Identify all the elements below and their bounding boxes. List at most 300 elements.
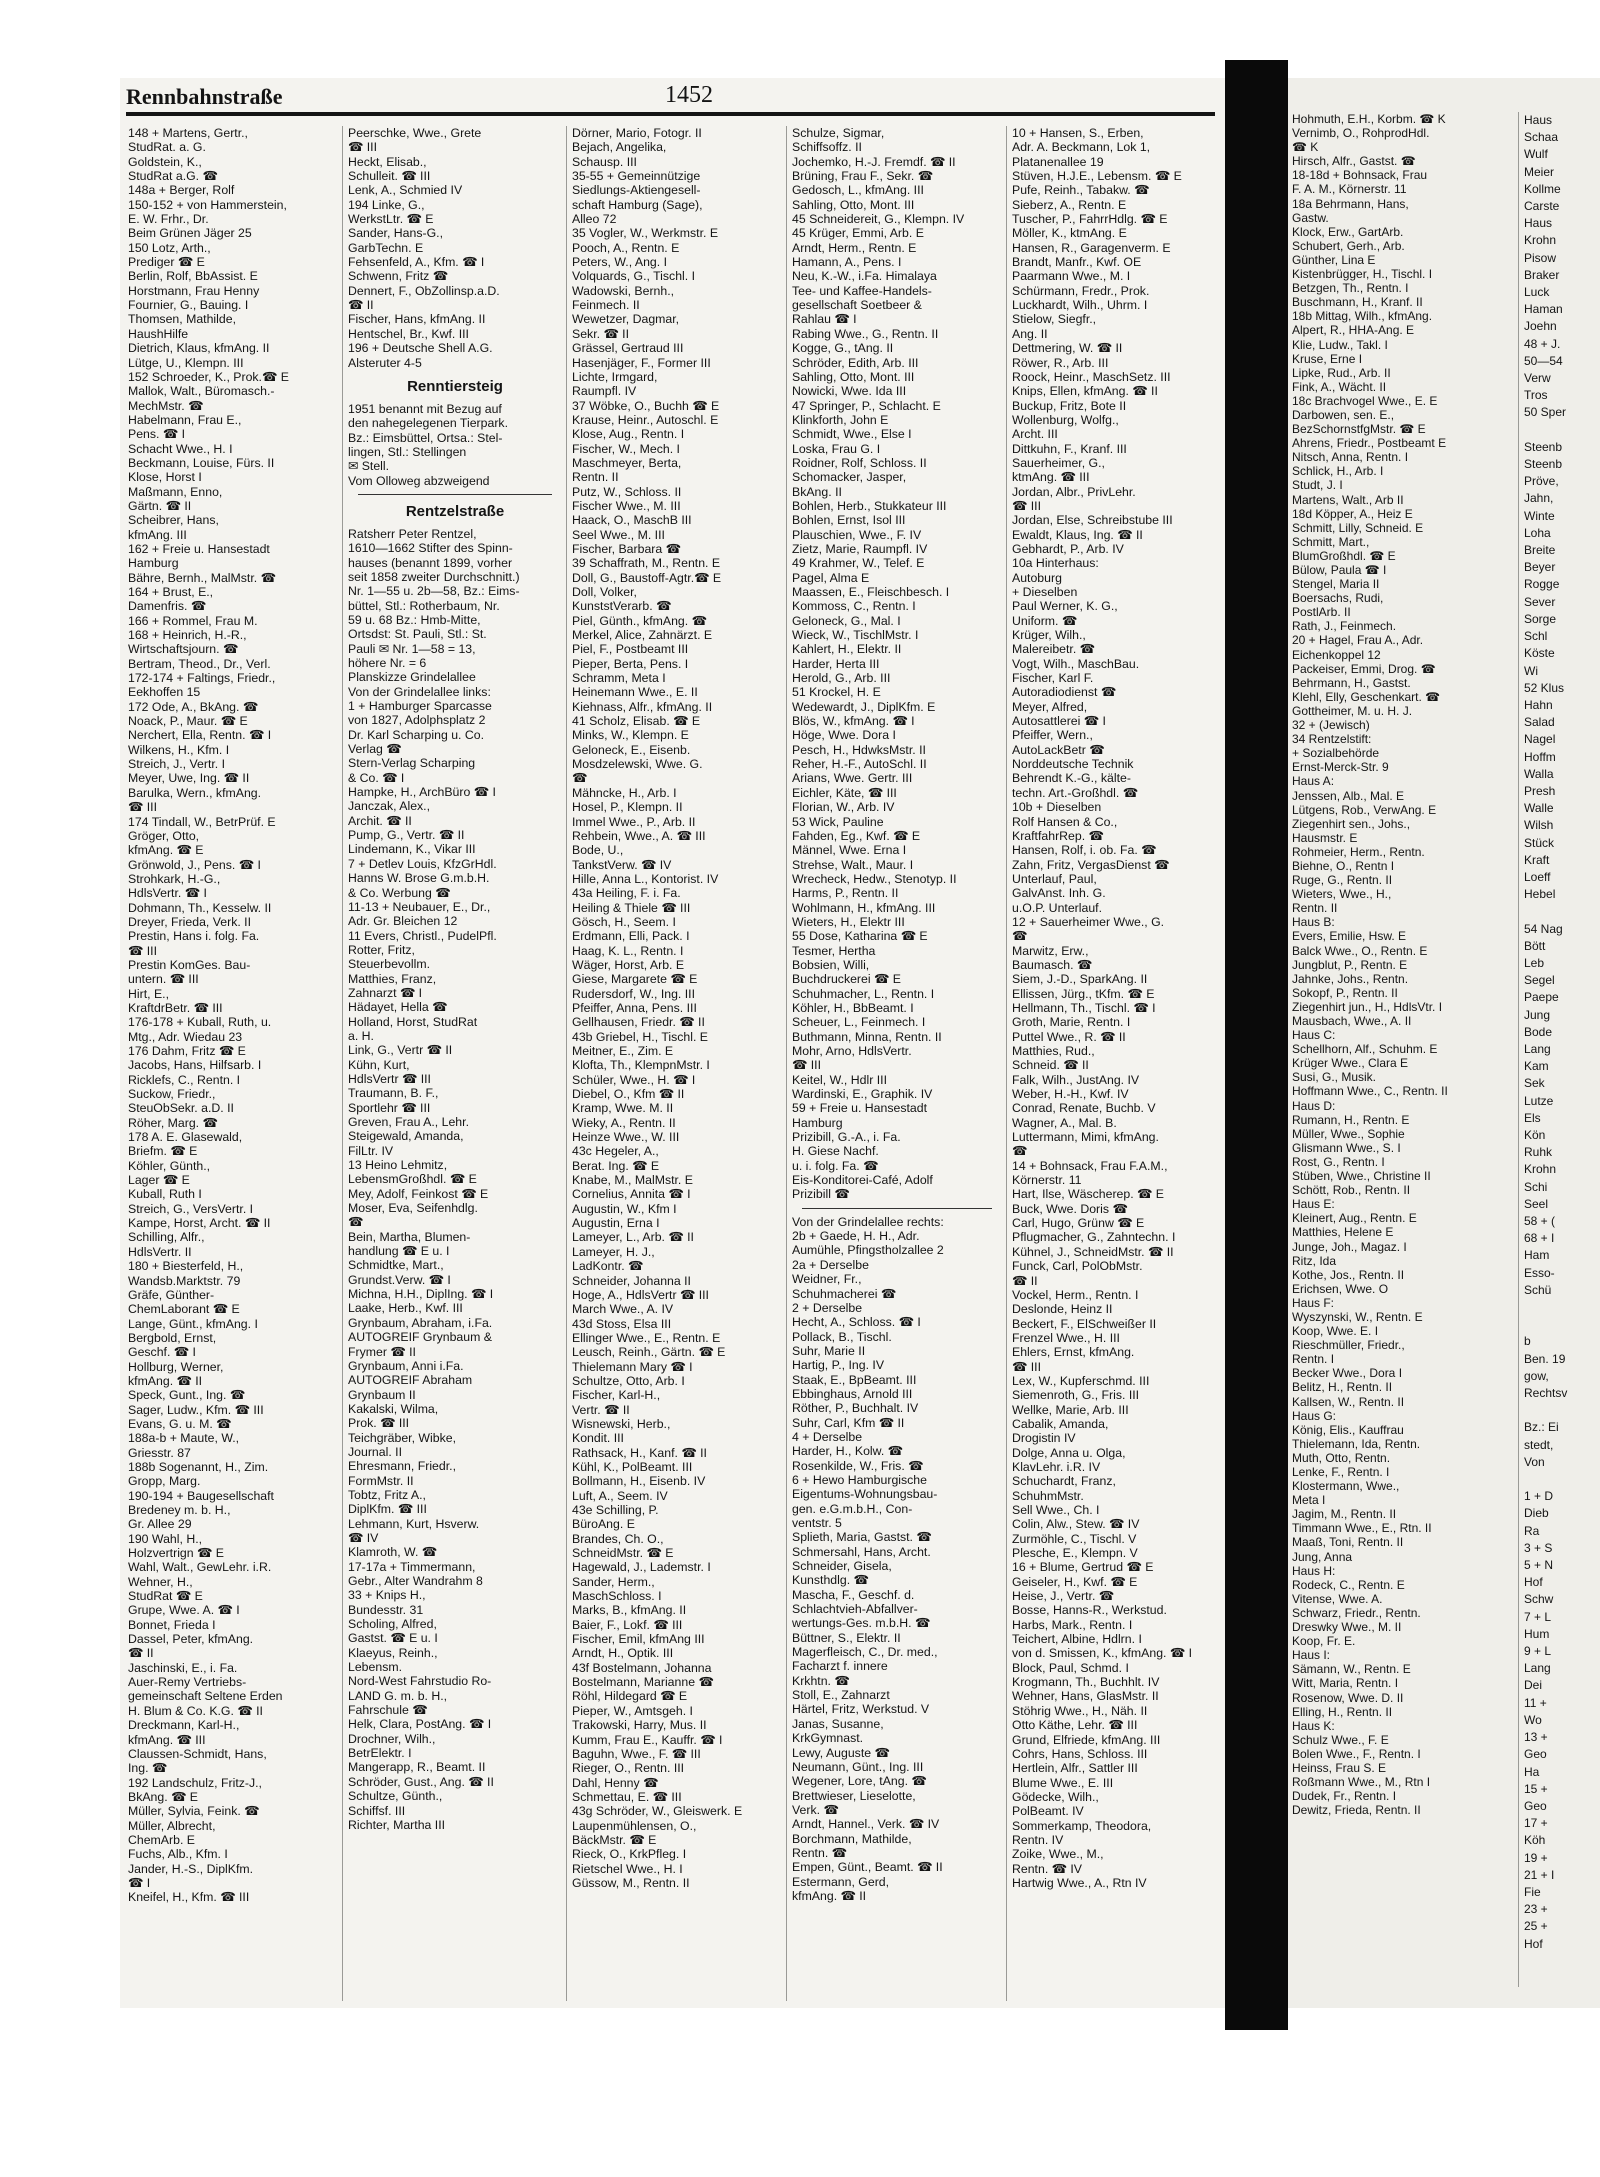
directory-entry: Alsteruter 4-5	[348, 355, 422, 370]
directory-entry: Haus I:	[1292, 1648, 1331, 1663]
directory-entry: Luckhardt, Wilh., Uhrm. I	[1012, 298, 1148, 313]
directory-entry: Pauli ✉ Nr. 1—58 = 13,	[348, 641, 476, 656]
directory-entry: Beim Grünen Jäger 25	[128, 226, 252, 241]
directory-entry: Ratsherr Peter Rentzel,	[348, 526, 477, 541]
directory-entry: Siemenroth, G., Fris. III	[1012, 1388, 1140, 1403]
directory-entry: Susi, G., Musik.	[1292, 1070, 1377, 1085]
directory-entry: Hahn	[1524, 697, 1553, 712]
directory-entry: Rentn. II	[572, 470, 619, 485]
directory-entry: Kam	[1524, 1059, 1549, 1074]
directory-entry: Maaß, Toni, Rentn. II	[1292, 1535, 1404, 1550]
directory-entry: Gellhausen, Friedr. ☎ II	[572, 1015, 705, 1030]
directory-entry: 192 Landschulz, Fritz-J.,	[128, 1775, 262, 1790]
directory-entry: Esso-	[1524, 1265, 1555, 1280]
directory-entry: Kakalski, Wilma,	[348, 1401, 439, 1416]
directory-entry: Schiffsf. III	[348, 1803, 406, 1818]
directory-entry: Janas, Susanne,	[792, 1716, 884, 1731]
directory-entry: Jagim, M., Rentn. II	[1292, 1507, 1397, 1522]
directory-entry: 7 + L	[1524, 1609, 1552, 1624]
directory-entry: Walla	[1524, 766, 1554, 781]
directory-entry: Steigewald, Amanda,	[348, 1129, 464, 1144]
directory-entry: Winte	[1524, 508, 1555, 523]
directory-entry: Hum	[1524, 1626, 1550, 1641]
directory-entry: Buckup, Fritz, Bote II	[1012, 398, 1127, 413]
directory-entry: Evers, Emilie, Hsw. E	[1292, 929, 1407, 944]
directory-entry: 150 Lotz, Arth.,	[128, 240, 211, 255]
directory-entry: Dreckmann, Karl-H.,	[128, 1718, 240, 1733]
directory-entry: Klamroth, W. ☎	[348, 1545, 438, 1560]
directory-entry: Kallsen, W., Rentn. II	[1292, 1394, 1405, 1409]
directory-entry: 16 + Blume, Gertrud ☎ E	[1012, 1560, 1154, 1575]
directory-entry: Hädayet, Hella ☎	[348, 1000, 448, 1015]
directory-entry: Klostermann, Wwe.,	[1292, 1479, 1400, 1494]
directory-entry: Grynbaum, Anni i.Fa.	[348, 1358, 464, 1373]
directory-entry: Matthies, Franz,	[348, 971, 437, 986]
directory-entry: Wo	[1524, 1712, 1542, 1727]
directory-entry: Wahl, Walt., GewLehr. i.R.	[128, 1560, 272, 1575]
directory-entry: SteuObSekr. a.D. II	[128, 1101, 234, 1116]
directory-entry: BezSchornstfgMstr. ☎ E	[1292, 422, 1426, 437]
directory-entry: Drochner, Wilh.,	[348, 1731, 436, 1746]
directory-entry: Sportlehr ☎ III	[348, 1100, 431, 1115]
directory-entry: Haus A:	[1292, 774, 1335, 789]
directory-entry: PostlArb. II	[1292, 605, 1351, 620]
directory-entry: Braker	[1524, 267, 1560, 282]
directory-entry: Baier, F., Lokf. ☎ III	[572, 1617, 683, 1632]
directory-entry: Platanenallee 19	[1012, 154, 1104, 169]
directory-entry: Kahlert, H., Elektr. II	[792, 642, 902, 657]
directory-entry: Wieters, H., Elektr III	[792, 914, 905, 929]
directory-entry: WerkstLtr. ☎ E	[348, 212, 434, 227]
directory-entry: Wieck, W., TischlMstr. I	[792, 628, 919, 643]
directory-entry: Gösch, H., Seem. I	[572, 914, 676, 929]
directory-entry: Beckmann, Louise, Fürs. II	[128, 455, 275, 470]
directory-entry: Alleo 72	[572, 212, 617, 227]
directory-entry: Ben. 19	[1524, 1351, 1566, 1366]
directory-entry: Haack, O., MaschB III	[572, 513, 692, 528]
directory-entry: 45 Schneidereit, G., Klempn. IV	[792, 212, 965, 227]
directory-entry: Vom Olloweg abzweigend	[348, 473, 490, 488]
directory-entry: Sauerheimer, G.,	[1012, 455, 1105, 470]
directory-entry: Strehse, Walt., Maur. I	[792, 857, 914, 872]
directory-entry: Schwarz, Friedr., Rentn.	[1292, 1605, 1421, 1620]
directory-entry: Belitz, H., Rentn. II	[1292, 1380, 1393, 1395]
directory-entry: Norddeutsche Technik	[1012, 757, 1134, 772]
directory-entry: Wi	[1524, 663, 1538, 678]
directory-entry: 47 Springer, P., Schlacht. E	[792, 398, 941, 413]
directory-entry: Ziegenhirt sen., Johs.,	[1292, 816, 1411, 831]
directory-entry: 41 Scholz, Elisab. ☎ E	[572, 714, 701, 729]
directory-entry: 176 Dahm, Fritz ☎ E	[128, 1044, 246, 1058]
directory-entry: 17 +	[1524, 1816, 1548, 1831]
directory-entry: Kogge, G., tAng. II	[792, 341, 894, 356]
directory-entry: Brettwieser, Lieselotte,	[792, 1788, 916, 1803]
street-header: Rennbahnstraße	[126, 84, 283, 109]
directory-entry: kfmAng. III	[128, 527, 187, 542]
directory-entry: Ewaldt, Klaus, Ing. ☎ II	[1012, 527, 1143, 542]
directory-entry: Habelmann, Frau E.,	[128, 412, 242, 427]
directory-entry: ☎	[348, 1215, 364, 1230]
directory-entry: Otto Käthe, Lehr. ☎ III	[1012, 1718, 1138, 1733]
directory-entry: Hohmuth, E.H., Korbm. ☎ K	[1292, 112, 1446, 126]
directory-entry: 52 Klus	[1524, 680, 1565, 695]
directory-entry: Schilling, Alfr.,	[128, 1230, 205, 1245]
section-rule	[802, 1208, 992, 1209]
directory-entry: Funck, Carl, PolObMstr.	[1012, 1259, 1143, 1274]
directory-entry: HdlsVertr. ☎ I	[128, 886, 207, 901]
directory-entry: MaschSchloss. I	[572, 1589, 662, 1604]
directory-entry: Pagel, Alma E	[792, 570, 870, 585]
directory-entry: Sieberz, A., Rentn. E	[1012, 197, 1127, 212]
directory-entry: Fournier, G., Bauing. I	[128, 298, 249, 313]
directory-entry: Ricklefs, C., Rentn. I	[128, 1072, 241, 1087]
directory-entry: FilLtr. IV	[348, 1143, 394, 1158]
directory-entry: Loska, Frau G. I	[792, 441, 881, 456]
directory-entry: Elling, H., Rentn. II	[1292, 1704, 1393, 1719]
directory-entry: GarbTechn. E	[348, 240, 424, 255]
directory-entry: b	[1524, 1334, 1531, 1349]
directory-entry: Frymer ☎ II	[348, 1344, 416, 1359]
directory-entry: Pufe, Reinh., Tabakw. ☎	[1012, 183, 1150, 198]
directory-entry: Bosse, Hanns-R., Werkstud.	[1012, 1603, 1167, 1618]
directory-entry: 43c Hegeler, A.,	[572, 1144, 659, 1159]
directory-entry: 150-152 + von Hammerstein,	[128, 197, 287, 212]
directory-entry: Müller, Albrecht,	[128, 1818, 216, 1833]
directory-entry: Streich, G., VersVertr. I	[128, 1201, 254, 1216]
directory-entry: Rodeck, C., Rentn. E	[1292, 1577, 1405, 1592]
directory-entry: ☎ IV	[348, 1530, 379, 1545]
directory-entry: Tobtz, Fritz A.,	[348, 1487, 426, 1502]
directory-entry: gemeinschaft Seltene Erden	[128, 1689, 283, 1704]
directory-entry: Müller, Wwe., Sophie	[1292, 1126, 1405, 1141]
directory-entry: 1610—1662 Stifter des Spinn-	[348, 541, 513, 556]
directory-entry: Köhler, Günth.,	[128, 1158, 211, 1173]
directory-entry: + Dieselben	[1012, 585, 1078, 599]
directory-entry: Trakowski, Harry, Mus. II	[572, 1718, 707, 1733]
directory-entry: Wilsh	[1524, 818, 1554, 833]
next-page-clipped-column	[1524, 112, 1600, 1953]
directory-entry: Hasenjäger, F., Former III	[572, 355, 711, 370]
directory-entry: Fahrschule ☎	[348, 1703, 428, 1718]
directory-entry: stedt,	[1524, 1437, 1554, 1452]
directory-entry: Vogt, Wilh., MaschBau.	[1012, 656, 1140, 671]
directory-entry: Röther, P., Buchhalt. IV	[792, 1401, 919, 1416]
directory-entry: Roidner, Rolf, Schloss. II	[792, 455, 927, 470]
directory-entry: ☎ I	[128, 1875, 151, 1890]
directory-entry: Diebel, O., Kfm ☎ II	[572, 1087, 685, 1102]
directory-entry: Hagewald, J., Lademstr. I	[572, 1560, 711, 1575]
directory-entry: Rolf Hansen & Co.,	[1012, 814, 1118, 829]
directory-entry: Schellhorn, Alf., Schuhm. E	[1292, 1042, 1438, 1057]
directory-column-2	[348, 126, 562, 1832]
directory-entry: Koop, Fr. E.	[1292, 1634, 1356, 1649]
directory-entry: LAND G. m. b. H.,	[348, 1688, 448, 1703]
directory-entry: Jung	[1524, 1007, 1551, 1022]
directory-entry: Bonnet, Frieda I	[128, 1617, 216, 1632]
directory-entry: Hof	[1524, 1575, 1543, 1590]
directory-entry: Hamann, A., Pens. I	[792, 255, 902, 270]
directory-entry: Haus F:	[1292, 1295, 1335, 1310]
directory-entry: Buchdruckerei ☎ E	[792, 972, 901, 987]
directory-entry: Dohmann, Th., Kesselw. II	[128, 900, 272, 915]
directory-entry	[1524, 1316, 1600, 1333]
directory-entry: Adr. Gr. Bleichen 12	[348, 914, 458, 929]
directory-entry: Schuhmacher, L., Rentn. I	[792, 986, 935, 1001]
directory-entry: Gedosch, L., kfmAng. III	[792, 183, 924, 198]
directory-entry: Gropp, Marg.	[128, 1474, 201, 1489]
directory-entry: Hille, Anna L., Kontorist. IV	[572, 871, 719, 886]
directory-entry: 55 Dose, Katharina ☎ E	[792, 929, 928, 944]
directory-entry: den nahegelegenen Tierpark.	[348, 416, 508, 431]
directory-entry: Doll, Volker,	[572, 585, 637, 599]
directory-entry: Meyer, Alfred,	[1012, 699, 1088, 714]
directory-entry: Wulf	[1524, 147, 1548, 162]
directory-entry: Hoffmann Wwe., C., Rentn. II	[1292, 1084, 1448, 1099]
directory-entry: Möller, K., ktmAng. E	[1012, 226, 1127, 241]
directory-entry: Fischer, Karl-H.,	[572, 1388, 661, 1403]
directory-entry: Hoffm	[1524, 749, 1556, 764]
directory-entry: Breite	[1524, 543, 1556, 558]
directory-entry: 188a-b + Maute, W.,	[128, 1431, 240, 1446]
next-page-column	[1292, 112, 1514, 1817]
directory-entry: Gödecke, Wilh.,	[1012, 1789, 1099, 1804]
directory-entry: Buthmann, Minna, Rentn. II	[792, 1029, 942, 1044]
directory-entry: Holland, Horst, StudRat	[348, 1014, 478, 1029]
directory-entry: 15 +	[1524, 1781, 1548, 1796]
directory-entry: AUTOGREIF Grynbaum &	[348, 1330, 492, 1345]
directory-entry: Pieper, Berta, Pens. I	[572, 656, 689, 671]
directory-entry: ☎ III	[128, 800, 157, 815]
directory-entry: Hellmann, Th., Tischl. ☎ I	[1012, 1000, 1156, 1015]
directory-entry: Nr. 1—55 u. 2b—58, Bz.: Eims-	[348, 584, 520, 599]
directory-entry: Jacobs, Hans, Hilfsarb. I	[128, 1058, 262, 1073]
directory-entry: Augustin, W., Kfm I	[572, 1201, 677, 1216]
directory-entry: Schmidt, Wwe., Else I	[792, 427, 912, 442]
directory-entry: 10a Hinterhaus:	[1012, 556, 1099, 571]
directory-entry: 196 + Deutsche Shell A.G.	[348, 341, 493, 356]
directory-entry: Müller, Sylvia, Feink. ☎	[128, 1804, 260, 1819]
directory-entry: Fischer, Barbara ☎	[572, 541, 681, 556]
directory-entry: 18-18d + Bohnsack, Frau	[1292, 168, 1428, 183]
directory-entry: Fahden, Eg., Kwf. ☎ E	[792, 828, 921, 843]
directory-entry: Rentn. I	[1292, 1352, 1335, 1367]
directory-entry: Dörner, Mario, Fotogr. II	[572, 126, 702, 140]
directory-entry: Berlin, Rolf, BbAssist. E	[128, 269, 258, 284]
directory-entry: Ellinger Wwe., E., Rentn. E	[572, 1330, 721, 1345]
directory-entry: Maßmann, Enno,	[128, 484, 223, 499]
directory-entry: Grupe, Wwe. A. ☎ I	[128, 1603, 240, 1618]
directory-entry: Erichsen, Wwe. O	[1292, 1281, 1389, 1296]
directory-entry: Neumann, Günt., Ing. III	[792, 1759, 924, 1774]
directory-entry: KunststVerarb. ☎	[572, 599, 672, 614]
directory-entry: Kuball, Ruth I	[128, 1187, 202, 1202]
directory-entry: FormMstr. II	[348, 1473, 414, 1488]
directory-entry: Auer-Remy Vertriebs-	[128, 1675, 247, 1690]
directory-entry: Wegener, Lore, tAng. ☎	[792, 1774, 927, 1789]
directory-entry: Nerchert, Ella, Rentn. ☎ I	[128, 728, 272, 743]
directory-column-5	[1012, 126, 1220, 1890]
column-divider	[786, 126, 787, 2001]
directory-entry: HdlsVertr. II	[128, 1244, 192, 1259]
directory-entry: Krüger, Wilh.,	[1012, 628, 1086, 643]
directory-entry: kfmAng. ☎ III	[128, 1732, 206, 1747]
directory-entry: Wandsb.Marktstr. 79	[128, 1273, 241, 1288]
directory-entry: Luft, A., Seem. IV	[572, 1488, 668, 1503]
directory-entry: Wohlmann, H., kfmAng. III	[792, 900, 936, 915]
directory-entry: Berat. Ing. ☎ E	[572, 1158, 660, 1173]
directory-entry: Archt. III	[1012, 427, 1058, 442]
directory-entry: Mascha, F., Geschf. d.	[792, 1587, 915, 1602]
directory-entry: Colin, Alw., Stew. ☎ IV	[1012, 1517, 1140, 1532]
directory-entry: Baumasch. ☎	[1012, 957, 1093, 972]
directory-entry: Lange, Günt., kfmAng. I	[128, 1316, 258, 1331]
directory-entry: BetrElektr. I	[348, 1746, 412, 1761]
directory-entry: ✉ Stell.	[348, 459, 390, 474]
directory-entry: Lameyer, H. J.,	[572, 1244, 655, 1259]
directory-entry: Maschmeyer, Berta,	[572, 455, 682, 470]
directory-entry: Schubert, Gerh., Arb.	[1292, 238, 1405, 253]
directory-entry: Claussen-Schmidt, Hans,	[128, 1746, 267, 1761]
directory-entry: Pollack, B., Tischl.	[792, 1329, 892, 1344]
directory-entry: KraftdrBetr. ☎ III	[128, 1000, 223, 1015]
directory-entry: Günther, Lina E	[1292, 252, 1376, 267]
directory-entry: Schmettau, E. ☎ III	[572, 1789, 682, 1804]
directory-entry: Lütgens, Rob., VerwAng. E	[1292, 802, 1437, 817]
directory-entry: Seel Wwe., M. III	[572, 527, 665, 542]
directory-entry: Frenzel Wwe., H. III	[1012, 1330, 1120, 1345]
directory-entry: Teichgräber, Wibke,	[348, 1430, 456, 1445]
directory-entry: Pisow	[1524, 250, 1557, 265]
directory-entry: Autoradiodienst ☎	[1012, 685, 1117, 700]
directory-entry: Lehmann, Kurt, Hsverw.	[348, 1516, 480, 1531]
directory-entry: Männel, Wwe. Erna I	[792, 843, 907, 858]
directory-entry: Lex, W., Kupferschmd. III	[1012, 1373, 1150, 1388]
directory-entry: Bollmann, H., Eisenb. IV	[572, 1474, 706, 1489]
directory-entry: Wewetzer, Dagmar,	[572, 312, 680, 327]
directory-entry: 32 + (Jewisch)	[1292, 718, 1370, 733]
directory-entry: Heckt, Elisab.,	[348, 154, 427, 169]
directory-entry: Schlachtvieh-Abfallver-	[792, 1602, 918, 1617]
directory-entry: Hansen, Rolf, i. ob. Fa. ☎	[1012, 843, 1157, 858]
directory-entry: Schacht Wwe., H. I	[128, 441, 233, 456]
directory-entry: schaft Hamburg (Sage),	[572, 197, 703, 212]
directory-entry: Pflugmacher, G., Zahntechn. I	[1012, 1230, 1176, 1245]
directory-entry: Suhr, Marie II	[792, 1343, 866, 1358]
directory-entry: Höge, Wwe. Dora I	[792, 728, 896, 743]
directory-entry: Lutze	[1524, 1093, 1554, 1108]
directory-entry: Glismann Wwe., S. I	[1292, 1140, 1401, 1155]
directory-entry: Paepe	[1524, 990, 1559, 1005]
directory-entry: Eekhoffen 15	[128, 685, 201, 700]
directory-entry: Empen, Günt., Beamt. ☎ II	[792, 1860, 943, 1875]
directory-entry: Kühnel, J., SchneidMstr. ☎ II	[1012, 1244, 1174, 1259]
directory-entry: Dreyer, Frieda, Verk. II	[128, 914, 252, 929]
directory-entry: Ellissen, Jürg., tKfm. ☎ E	[1012, 986, 1155, 1001]
column-divider	[342, 126, 343, 2001]
directory-entry: Balck Wwe., O., Rentn. E	[1292, 943, 1428, 958]
directory-entry: Bundesstr. 31	[348, 1602, 424, 1617]
directory-entry: Rahlau ☎ I	[792, 312, 857, 327]
directory-entry: Eis-Konditorei-Café, Adolf	[792, 1173, 933, 1188]
directory-entry: Wieters, Wwe., H.,	[1292, 887, 1392, 902]
directory-entry: Bz.: Ei	[1524, 1420, 1559, 1435]
directory-entry: Sahling, Otto, Mont. III	[792, 197, 915, 212]
directory-entry: Steenb	[1524, 439, 1563, 454]
directory-entry: Volquards, G., Tischl. I	[572, 269, 696, 284]
directory-entry: Jaschinski, E., i. Fa.	[128, 1660, 238, 1675]
directory-entry: Mausbach, Wwe., A. II	[1292, 1014, 1412, 1028]
directory-entry: Haus	[1524, 113, 1553, 127]
directory-entry: Kommoss, C., Rentn. I	[792, 599, 916, 614]
directory-entry: Wäger, Horst, Arb. E	[572, 957, 685, 972]
directory-entry: Weber, H.-H., Kwf. IV	[1012, 1087, 1129, 1102]
directory-entry: von 1827, Adolphsplatz 2	[348, 713, 486, 728]
directory-entry: Hecht, A., Schloss. ☎ I	[792, 1315, 921, 1330]
directory-entry: Sell Wwe., Ch. I	[1012, 1503, 1100, 1517]
directory-entry: Lebensm.	[348, 1660, 403, 1675]
directory-entry: Sommerkamp, Theodora,	[1012, 1818, 1152, 1833]
directory-entry: Pieper, W., Amtsgeh. I	[572, 1703, 693, 1718]
directory-entry: Lipke, Rud., Arb. II	[1292, 365, 1391, 380]
directory-entry: Sander, Hans-G.,	[348, 226, 444, 241]
directory-entry: Becker Wwe., Dora I	[1292, 1366, 1403, 1381]
directory-entry: ☎ II	[128, 1646, 154, 1661]
directory-entry: Koop, Wwe. E. I	[1292, 1324, 1379, 1339]
directory-entry: Schramm, Meta I	[572, 671, 666, 686]
directory-entry: 6 + Hewo Hamburgische	[792, 1472, 927, 1487]
directory-entry: Bött	[1524, 938, 1546, 953]
directory-entry: Martens, Walt., Arb II	[1292, 492, 1404, 507]
directory-entry: Damenfris. ☎	[128, 599, 207, 614]
directory-entry: Brandt, Manfr., Kwf. OE	[1012, 255, 1142, 270]
directory-entry: Hamburg	[792, 1115, 843, 1130]
directory-entry: Mosdzelewski, Wwe. G.	[572, 757, 703, 772]
directory-entry: Horstmann, Frau Henny	[128, 283, 260, 298]
page-number: 1452	[665, 82, 713, 108]
directory-entry: Hartig, P., Ing. IV	[792, 1358, 885, 1373]
directory-entry: LadKontr. ☎	[572, 1259, 644, 1274]
directory-entry: Wehner, Hans, GlasMstr. II	[1012, 1689, 1159, 1704]
directory-entry: Gräfe, Günther-	[128, 1287, 215, 1302]
directory-entry	[1524, 1402, 1600, 1419]
directory-entry: Stern-Verlag Scharping	[348, 756, 476, 771]
directory-entry: Immel Wwe., P., Arb. II	[572, 814, 696, 829]
directory-entry: Lang	[1524, 1661, 1551, 1676]
directory-entry: Grynbaum II	[348, 1387, 416, 1402]
directory-entry: Krause, Heinr., Autoschl. E	[572, 412, 719, 427]
directory-entry: 39 Schaffrath, M., Rentn. E	[572, 556, 721, 571]
directory-entry: Ang. II	[1012, 326, 1048, 341]
directory-entry: Klock, Erw., GartArb.	[1292, 224, 1404, 239]
directory-entry: Geo	[1524, 1747, 1547, 1762]
directory-entry: Rudersdorf, W., Ing. III	[572, 986, 696, 1001]
directory-entry: Archit. ☎ II	[348, 813, 412, 828]
directory-entry: Geo	[1524, 1798, 1547, 1813]
directory-entry: höhere Nr. = 6	[348, 656, 427, 670]
directory-entry: Noack, P., Maur. ☎ E	[128, 714, 248, 729]
directory-entry: Moser, Eva, Seifenhdlg.	[348, 1201, 478, 1216]
directory-entry: Splieth, Maria, Gastst. ☎	[792, 1530, 932, 1545]
directory-entry: GalvAnst. Inh. G.	[1012, 886, 1106, 901]
directory-entry: Bertram, Theod., Dr., Verl.	[128, 656, 271, 671]
directory-entry: Darbowen, sen. E.,	[1292, 407, 1395, 422]
directory-entry: SchuhmMstr.	[1012, 1488, 1084, 1503]
street-heading: Renntiersteig	[407, 377, 503, 395]
directory-entry: Ha	[1524, 1764, 1540, 1779]
directory-entry: ChemLaborant ☎ E	[128, 1302, 240, 1317]
directory-entry: Fink, A., Wächt. II	[1292, 379, 1387, 394]
directory-entry: Hertlein, Alfr., Sattler III	[1012, 1761, 1138, 1776]
